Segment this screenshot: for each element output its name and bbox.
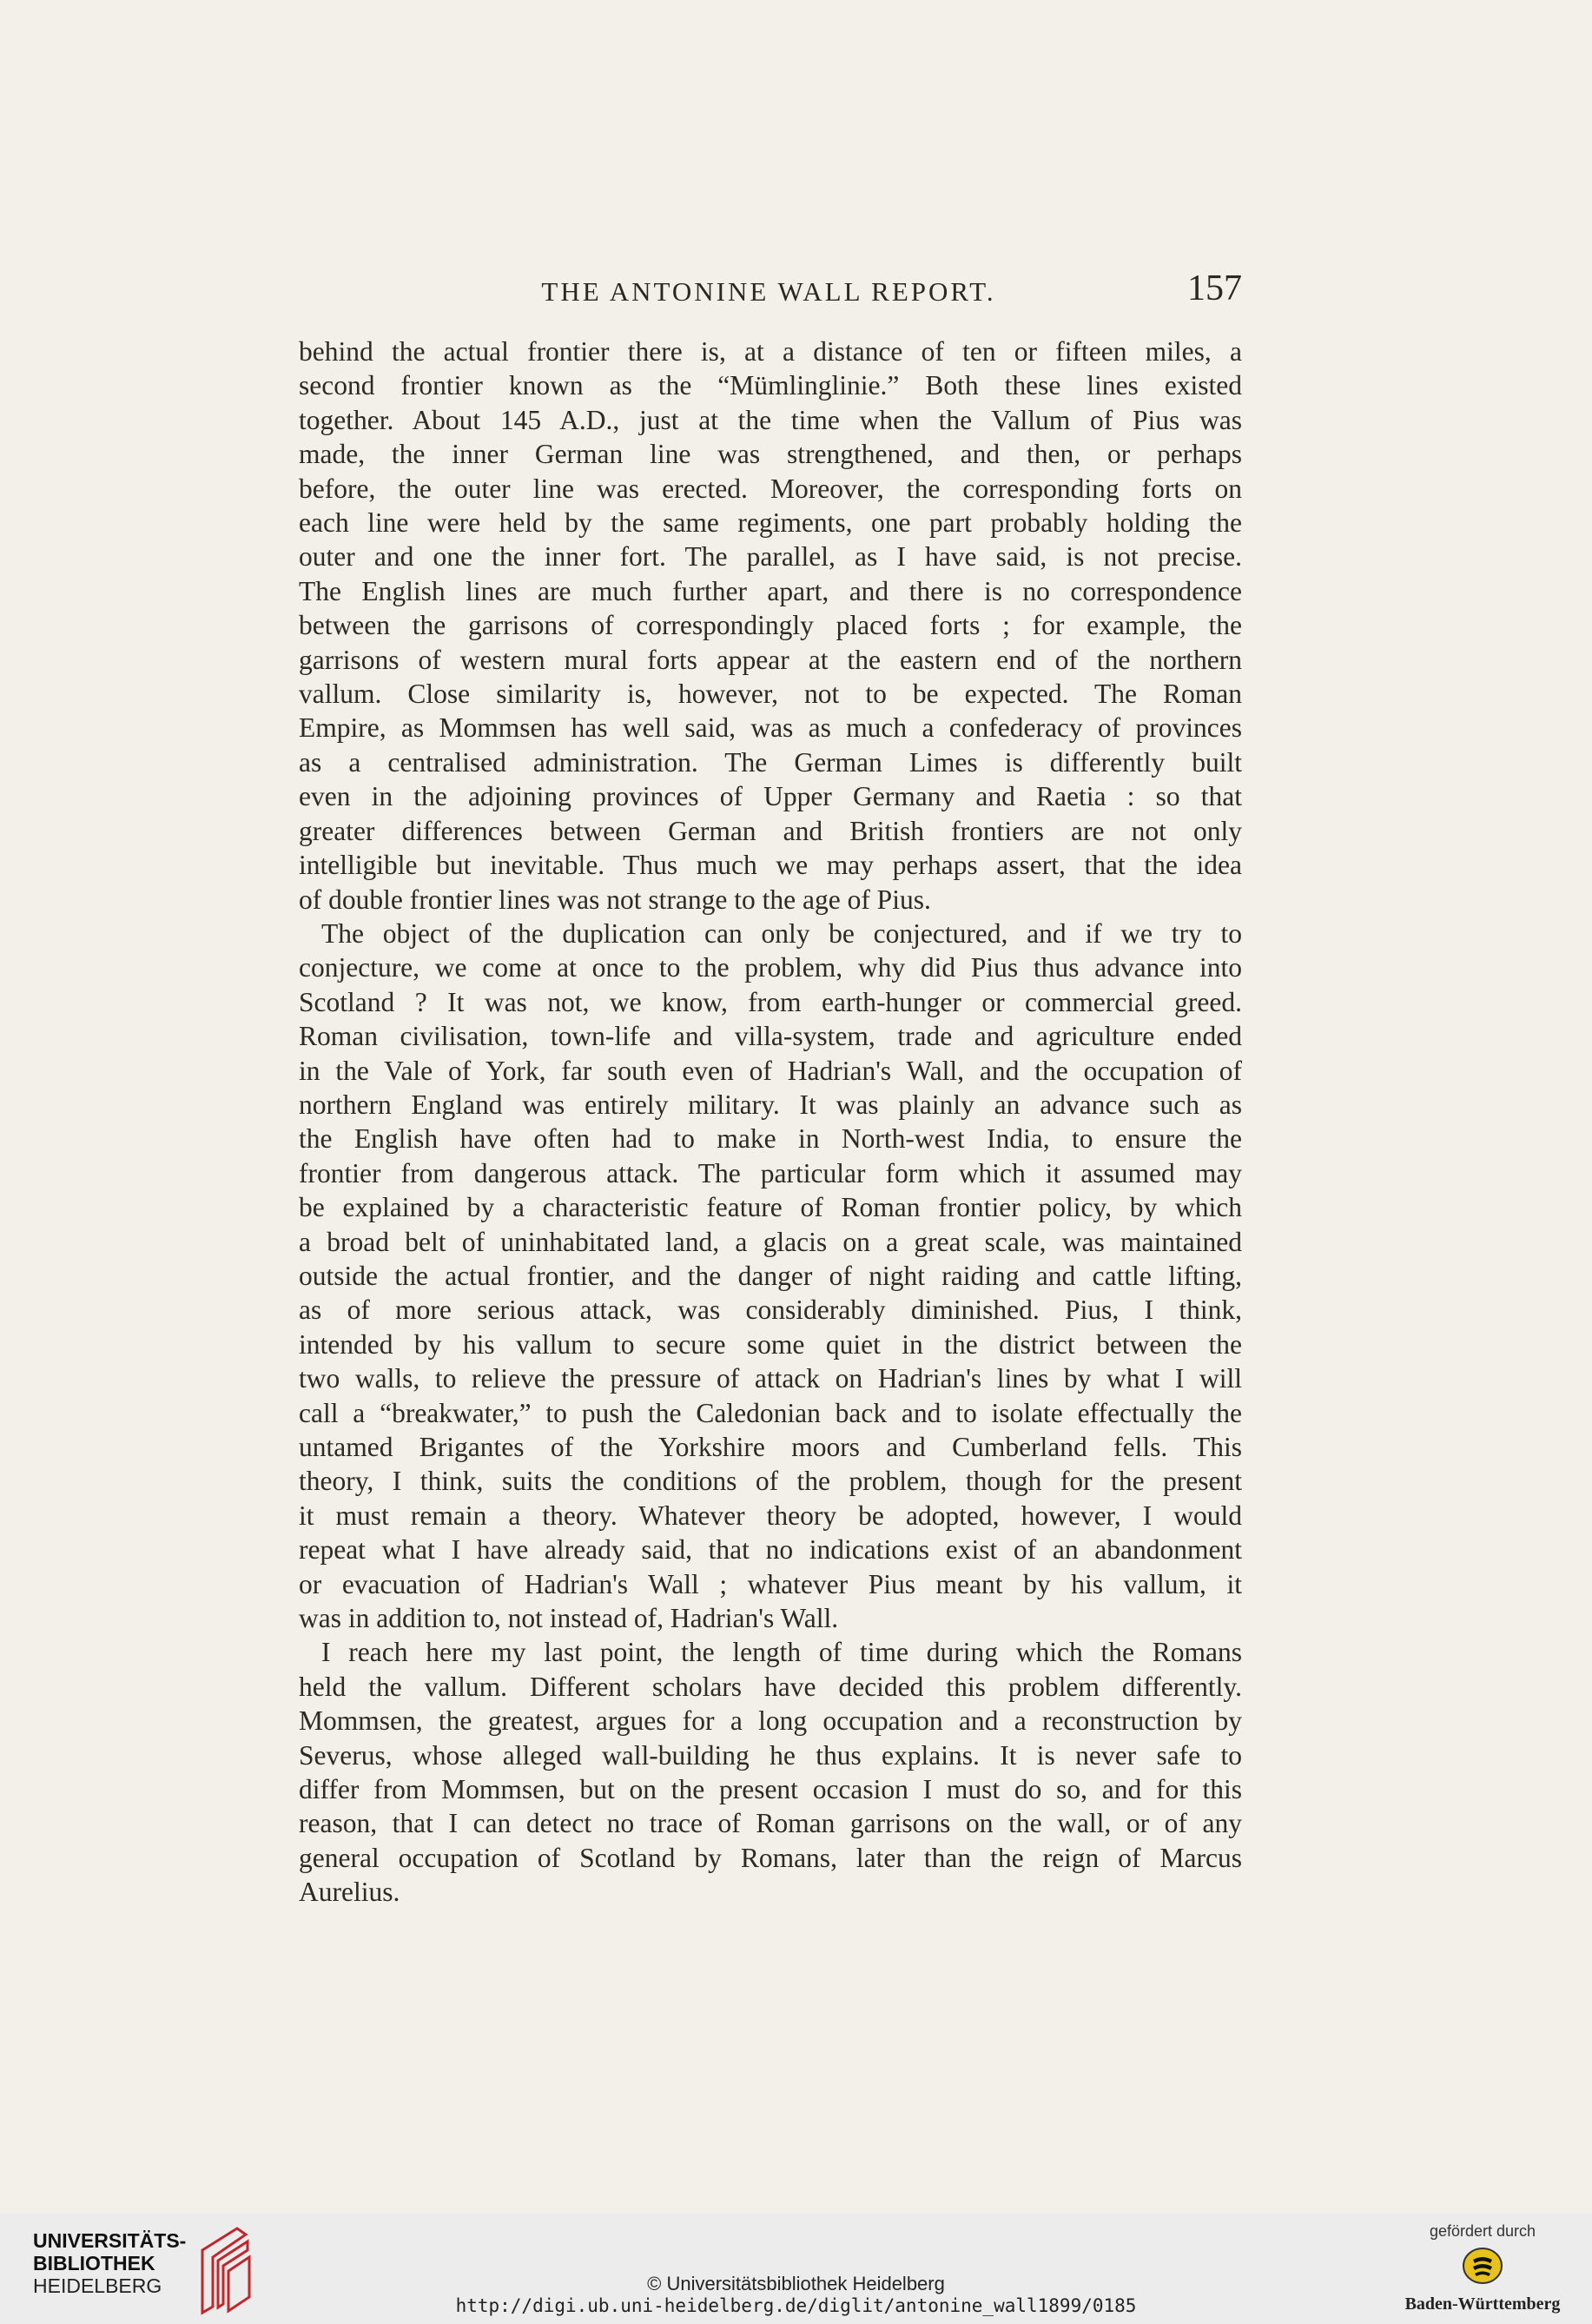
text-line: general occupation of Scotland by Romans, later than the reign of Marcus <box>299 1842 1242 1873</box>
text-line: differ from Mommsen, but on the present occasion I must do so, and for this <box>299 1774 1242 1805</box>
text-line: vallum. Close similarity is, however, not to be expected. The Roman <box>299 679 1242 710</box>
text-line: frontier from dangerous attack. The particular form which it assumed may <box>299 1157 1242 1188</box>
text-line: before, the outer line was erected. Moreover, the corresponding forts on <box>299 473 1242 504</box>
text-line: the English have often had to make in North-west India, to ensure the <box>299 1123 1242 1155</box>
text-line: I reach here my last point, the length of time during which the Romans <box>321 1637 1242 1668</box>
text-line: of double frontier lines was not strange to the age of Pius. <box>299 884 931 915</box>
text-line: Scotland ? It was not, we know, from earth-hunger or commercial greed. <box>299 986 1242 1017</box>
text-line: it must remain a theory. Whatever theory be adopted, however, I would <box>299 1500 1242 1531</box>
text-line: reason, that I can detect no trace of Roman garrisons on the wall, or of any <box>299 1808 1242 1839</box>
running-title: THE ANTONINE WALL REPORT. <box>541 276 996 307</box>
text-line: greater differences between German and British frontiers are not only <box>299 815 1242 846</box>
text-line: in the Vale of York, far south even of Hadrian's Wall, and the occupation of <box>299 1055 1242 1086</box>
text-line: intended by his vallum to secure some quiet in the district between the <box>299 1328 1242 1360</box>
page-number: 157 <box>1187 268 1242 308</box>
state-emblem-icon <box>1461 2244 1504 2288</box>
text-line: Roman civilisation, town-life and villa-system, trade and agriculture ended <box>299 1021 1242 1052</box>
text-line: or evacuation of Hadrian's Wall ; whatever Pius meant by his vallum, it <box>299 1568 1242 1599</box>
text-line: made, the inner German line was strengthened, and then, or perhaps <box>299 439 1242 470</box>
text-line: theory, I think, suits the conditions of the problem, though for the present <box>299 1466 1242 1497</box>
text-line: Mommsen, the greatest, argues for a long occupation and a reconstruction by <box>299 1705 1242 1737</box>
sponsor-label: gefördert durch <box>1429 2222 1536 2240</box>
running-head <box>295 268 1242 311</box>
text-line: outside the actual frontier, and the danger of night raiding and cattle lifting, <box>299 1260 1242 1291</box>
text-line: between the garrisons of correspondingly placed forts ; for example, the <box>299 610 1242 641</box>
text-line: held the vallum. Different scholars have decided this problem differently. <box>299 1671 1242 1702</box>
text-line: Empire, as Mommsen has well said, was as much a confederacy of provinces <box>299 712 1242 744</box>
sponsor-name: Baden-Württemberg <box>1404 2294 1561 2314</box>
text-line: intelligible but inevitable. Thus much we may perhaps assert, that the idea <box>299 850 1242 881</box>
text-line: two walls, to relieve the pressure of attack on Hadrian's lines by what I will <box>299 1363 1242 1394</box>
sponsor-block[interactable] <box>1396 2222 1569 2314</box>
text-line: each line were held by the same regiments, one part probably holding the <box>299 507 1242 539</box>
text-line: even in the adjoining provinces of Upper Germany and Raetia : so that <box>299 781 1242 812</box>
text-line: northern England was entirely military. It was plainly an advance such as <box>299 1089 1242 1120</box>
text-line: be explained by a characteristic feature of Roman frontier policy, by which <box>299 1192 1242 1223</box>
text-line: garrisons of western mural forts appear at the eastern end of the northern <box>299 644 1242 675</box>
text-line: a broad belt of uninhabitated land, a glacis on a great scale, was maintained <box>299 1226 1242 1257</box>
text-line: The object of the duplication can only be conjectured, and if we try to <box>321 917 1242 949</box>
library-name-line3: HEIDELBERG <box>33 2274 162 2297</box>
text-line: as of more serious attack, was considerably diminished. Pius, I think, <box>299 1294 1242 1326</box>
permalink-url[interactable]: http://digi.ub.uni-heidelberg.de/diglit/antonine_wall1899/0185 <box>455 2295 1137 2316</box>
text-line: was in addition to, not instead of, Hadrian's Wall. <box>299 1603 839 1634</box>
library-name-line1: UNIVERSITÄTS- <box>33 2229 187 2252</box>
text-line: repeat what I have already said, that no indications exist of an abandonment <box>299 1534 1242 1566</box>
text-line: outer and one the inner fort. The parallel, as I have said, is not precise. <box>299 541 1242 573</box>
text-line: together. About 145 A.D., just at the time when the Vallum of Pius was <box>299 404 1242 435</box>
text-line: Severus, whose alleged wall-building he thus explains. It is never safe to <box>299 1739 1242 1771</box>
text-line: untamed Brigantes of the Yorkshire moors and Cumberland fells. This <box>299 1432 1242 1462</box>
digitization-footer <box>0 2214 1592 2324</box>
body-text <box>299 334 1242 1910</box>
library-name-line2: BIBLIOTHEK <box>33 2252 155 2274</box>
text-line: conjecture, we come at once to the problem, why did Pius thus advance into <box>299 952 1242 983</box>
text-line: second frontier known as the “Mümlinglinie.” Both these lines existed <box>299 370 1242 401</box>
text-line: call a “breakwater,” to push the Caledonian back and to isolate effectually the <box>299 1397 1242 1428</box>
text-line: Aurelius. <box>299 1877 400 1908</box>
text-line: The English lines are much further apart, and there is no correspondence <box>299 575 1242 606</box>
copyright-notice: © Universitätsbibliothek Heidelberg <box>647 2273 945 2294</box>
text-line: behind the actual frontier there is, at a distance of ten or fifteen miles, a <box>299 336 1242 367</box>
text-line: as a centralised administration. The German Limes is differently built <box>299 746 1242 778</box>
